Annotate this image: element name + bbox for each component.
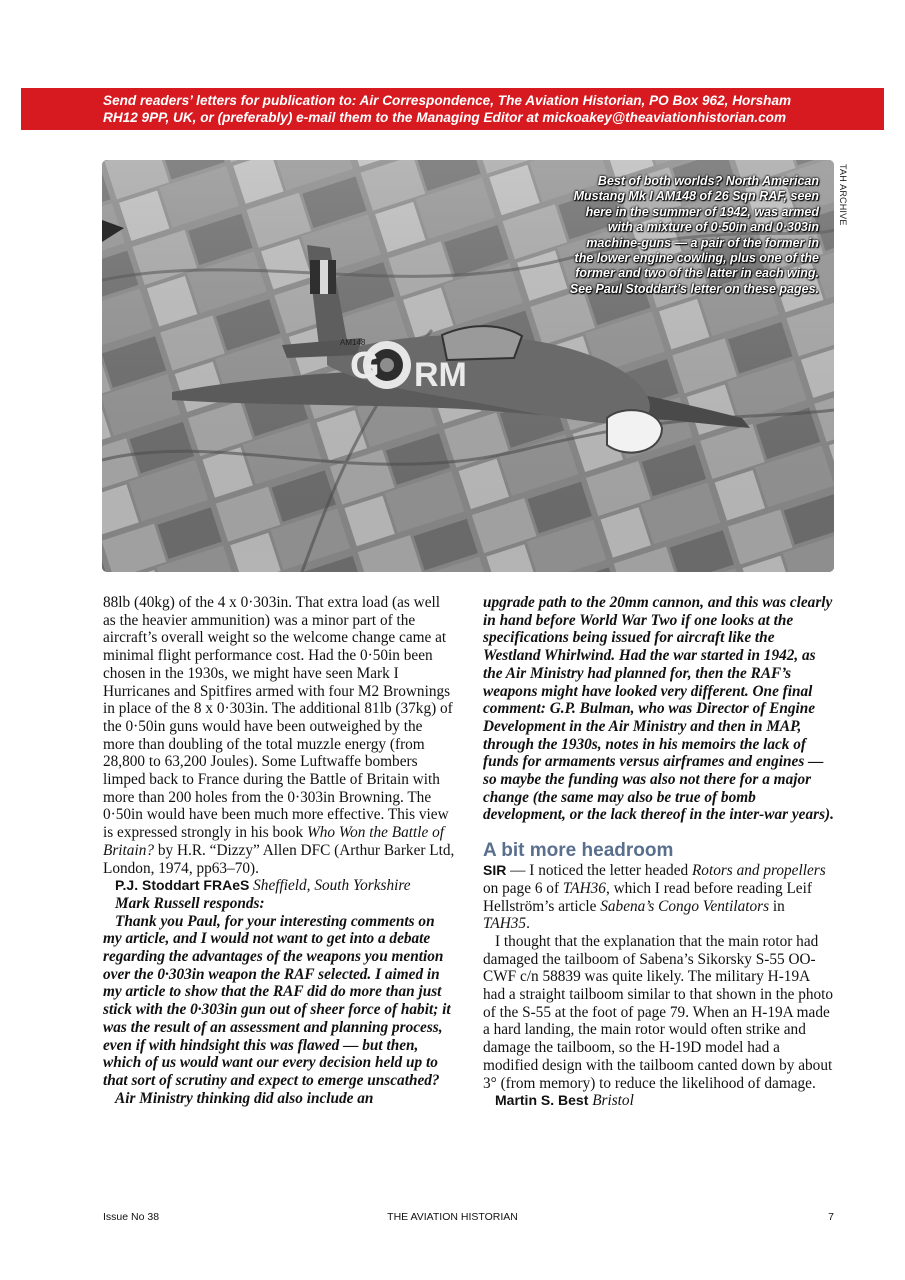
photo-credit: TAH ARCHIVE [838, 164, 848, 226]
letter-text-end: by H.R. “Dizzy” Allen DFC (Arthur Barker Ltd, London, 1974, pp63–70). [103, 841, 455, 877]
photo-caption: Best of both worlds? North American Mustang Mk I AM148 of 26 Sqn RAF, seen here in the summer of 1942, was armed with a mixture of 0·50in and 0·303in machine-guns — a pair of the former in the lower engine cowling, plus one of the former and two of the latter in each wing. See Paul Stoddart’s letter on these pages. [569, 174, 819, 296]
response-continuation: upgrade path to the 20mm cannon, and this was clearly in hand before World War Two if one looks at the specifications being issued for aircraft like the Westland Whirlwind. Had the war started in 1942, as the Air Ministry had planned for, then the RAF’s weapons might have looked very different. One final comment: G.P. Bulman, who was Director of Engine Development in the Air Ministry and then in MAP, through the 1930s, notes in his memoirs the lack of funds for armaments versus airframes and engines — so maybe the funding was also not there for a major change (the same may also be true of bomb development, or the lack thereof in the inter-war years). [483, 594, 834, 824]
footer-title: THE AVIATION HISTORIAN [387, 1211, 518, 1223]
text-run: — I noticed the letter headed [506, 862, 692, 880]
letter-paragraph-1 [483, 862, 835, 933]
signature-name: Martin S. Best [495, 1092, 589, 1109]
mustang-photo [102, 160, 834, 572]
response-heading: Mark Russell responds: [115, 894, 265, 912]
text-run: in [769, 897, 785, 915]
book-title: Who Won the Battle of Britain? [103, 824, 445, 859]
letter-headline: A bit more headroom [483, 840, 674, 862]
right-column [483, 594, 835, 1110]
title-ref: Rotors and propellers [691, 862, 826, 880]
code-letters-rm: RM [414, 356, 467, 394]
signature-place: Bristol [592, 1092, 634, 1110]
code-letter-g: G [350, 345, 380, 387]
text-run: , which I read before reading Leif Hellström’s article [483, 879, 812, 915]
title-ref: Sabena’s Congo Ventilators [600, 897, 770, 915]
letter-body-paragraph [103, 594, 455, 877]
signature-place: Sheffield, South Yorkshire [253, 877, 411, 895]
banner-line-2: RH12 9PP, UK, or (preferably) e-mail them to the Managing Editor at mickoakey@theaviationhistorian.com [103, 110, 787, 125]
salutation: SIR [483, 862, 507, 879]
title-ref: TAH36 [562, 879, 606, 897]
response-paragraph-1: Thank you Paul, for your interesting comments on my article, and I would not want to get into a debate regarding the advantages of the weapons you mention over the 0·303in weapon the RAF selected. I aimed in my article to show that the RAF did do more than just stick with the 0·303in gun out of sheer force of habit; it was the result of an assessment and planning process, even if with hindsight this was flawed — but then, which of us would want our every decision held up to that sort of scrutiny and expect to emerge unscathed? [103, 912, 451, 1089]
letter-text: 88lb (40kg) of the 4 x 0·303in. That extra load (as well as the heavier ammunition) was a minor part of the aircraft’s overall weight so the welcome change came at minimal flight performance cost. Had the 0·50in been chosen in the 1930s, we might have seen Mark I Hurricanes and Spitfires armed with four M2 Brownings in place of the 8 x 0·303in. The additional 81lb (37kg) of the 0·50in guns would have been outweighed by the more than doubling of the total muzzle energy (from 28,800 to 63,200 Joules). Some Luftwaffe bombers limped back to France during the Battle of Britain with more than 200 holes from the 0·303in Browning. The 0·50in would have been much more effective. This view is expressed strongly in his book [103, 594, 453, 842]
banner-line-1: Send readers’ letters for publication to: Air Correspondence, The Aviation Historian, PO Box 962, Horsham [103, 93, 792, 108]
signature-stoddart [103, 877, 455, 895]
left-column [103, 594, 455, 1107]
submission-banner [21, 88, 884, 130]
signature-name: P.J. Stoddart FRAeS [115, 877, 250, 894]
letter-paragraph-2: I thought that the explanation that the main rotor had damaged the tailboom of Sabena’s Sikorsky S-55 OO-CWF c/n 58839 was quite likely. The military H-19A had a straight tailboom similar to that shown in the photo of the S-55 at the foot of page 79. When an H-19A made a hard landing, the main rotor would often strike and damage the tailboom, so the H-19D model had a modified design with the tailboom canted down by about 3° (from memory) to reduce the likelihood of damage. [483, 932, 834, 1092]
text-run: on page 6 of [483, 879, 563, 897]
footer-issue: Issue No 38 [103, 1211, 160, 1223]
response-paragraph-2: Air Ministry thinking did also include an [115, 1089, 374, 1107]
serial-number: AM148 [340, 338, 366, 347]
title-ref: TAH35 [483, 915, 527, 933]
footer-page-number: 7 [828, 1211, 834, 1223]
text-run: . [526, 915, 530, 933]
signature-best [483, 1092, 835, 1110]
